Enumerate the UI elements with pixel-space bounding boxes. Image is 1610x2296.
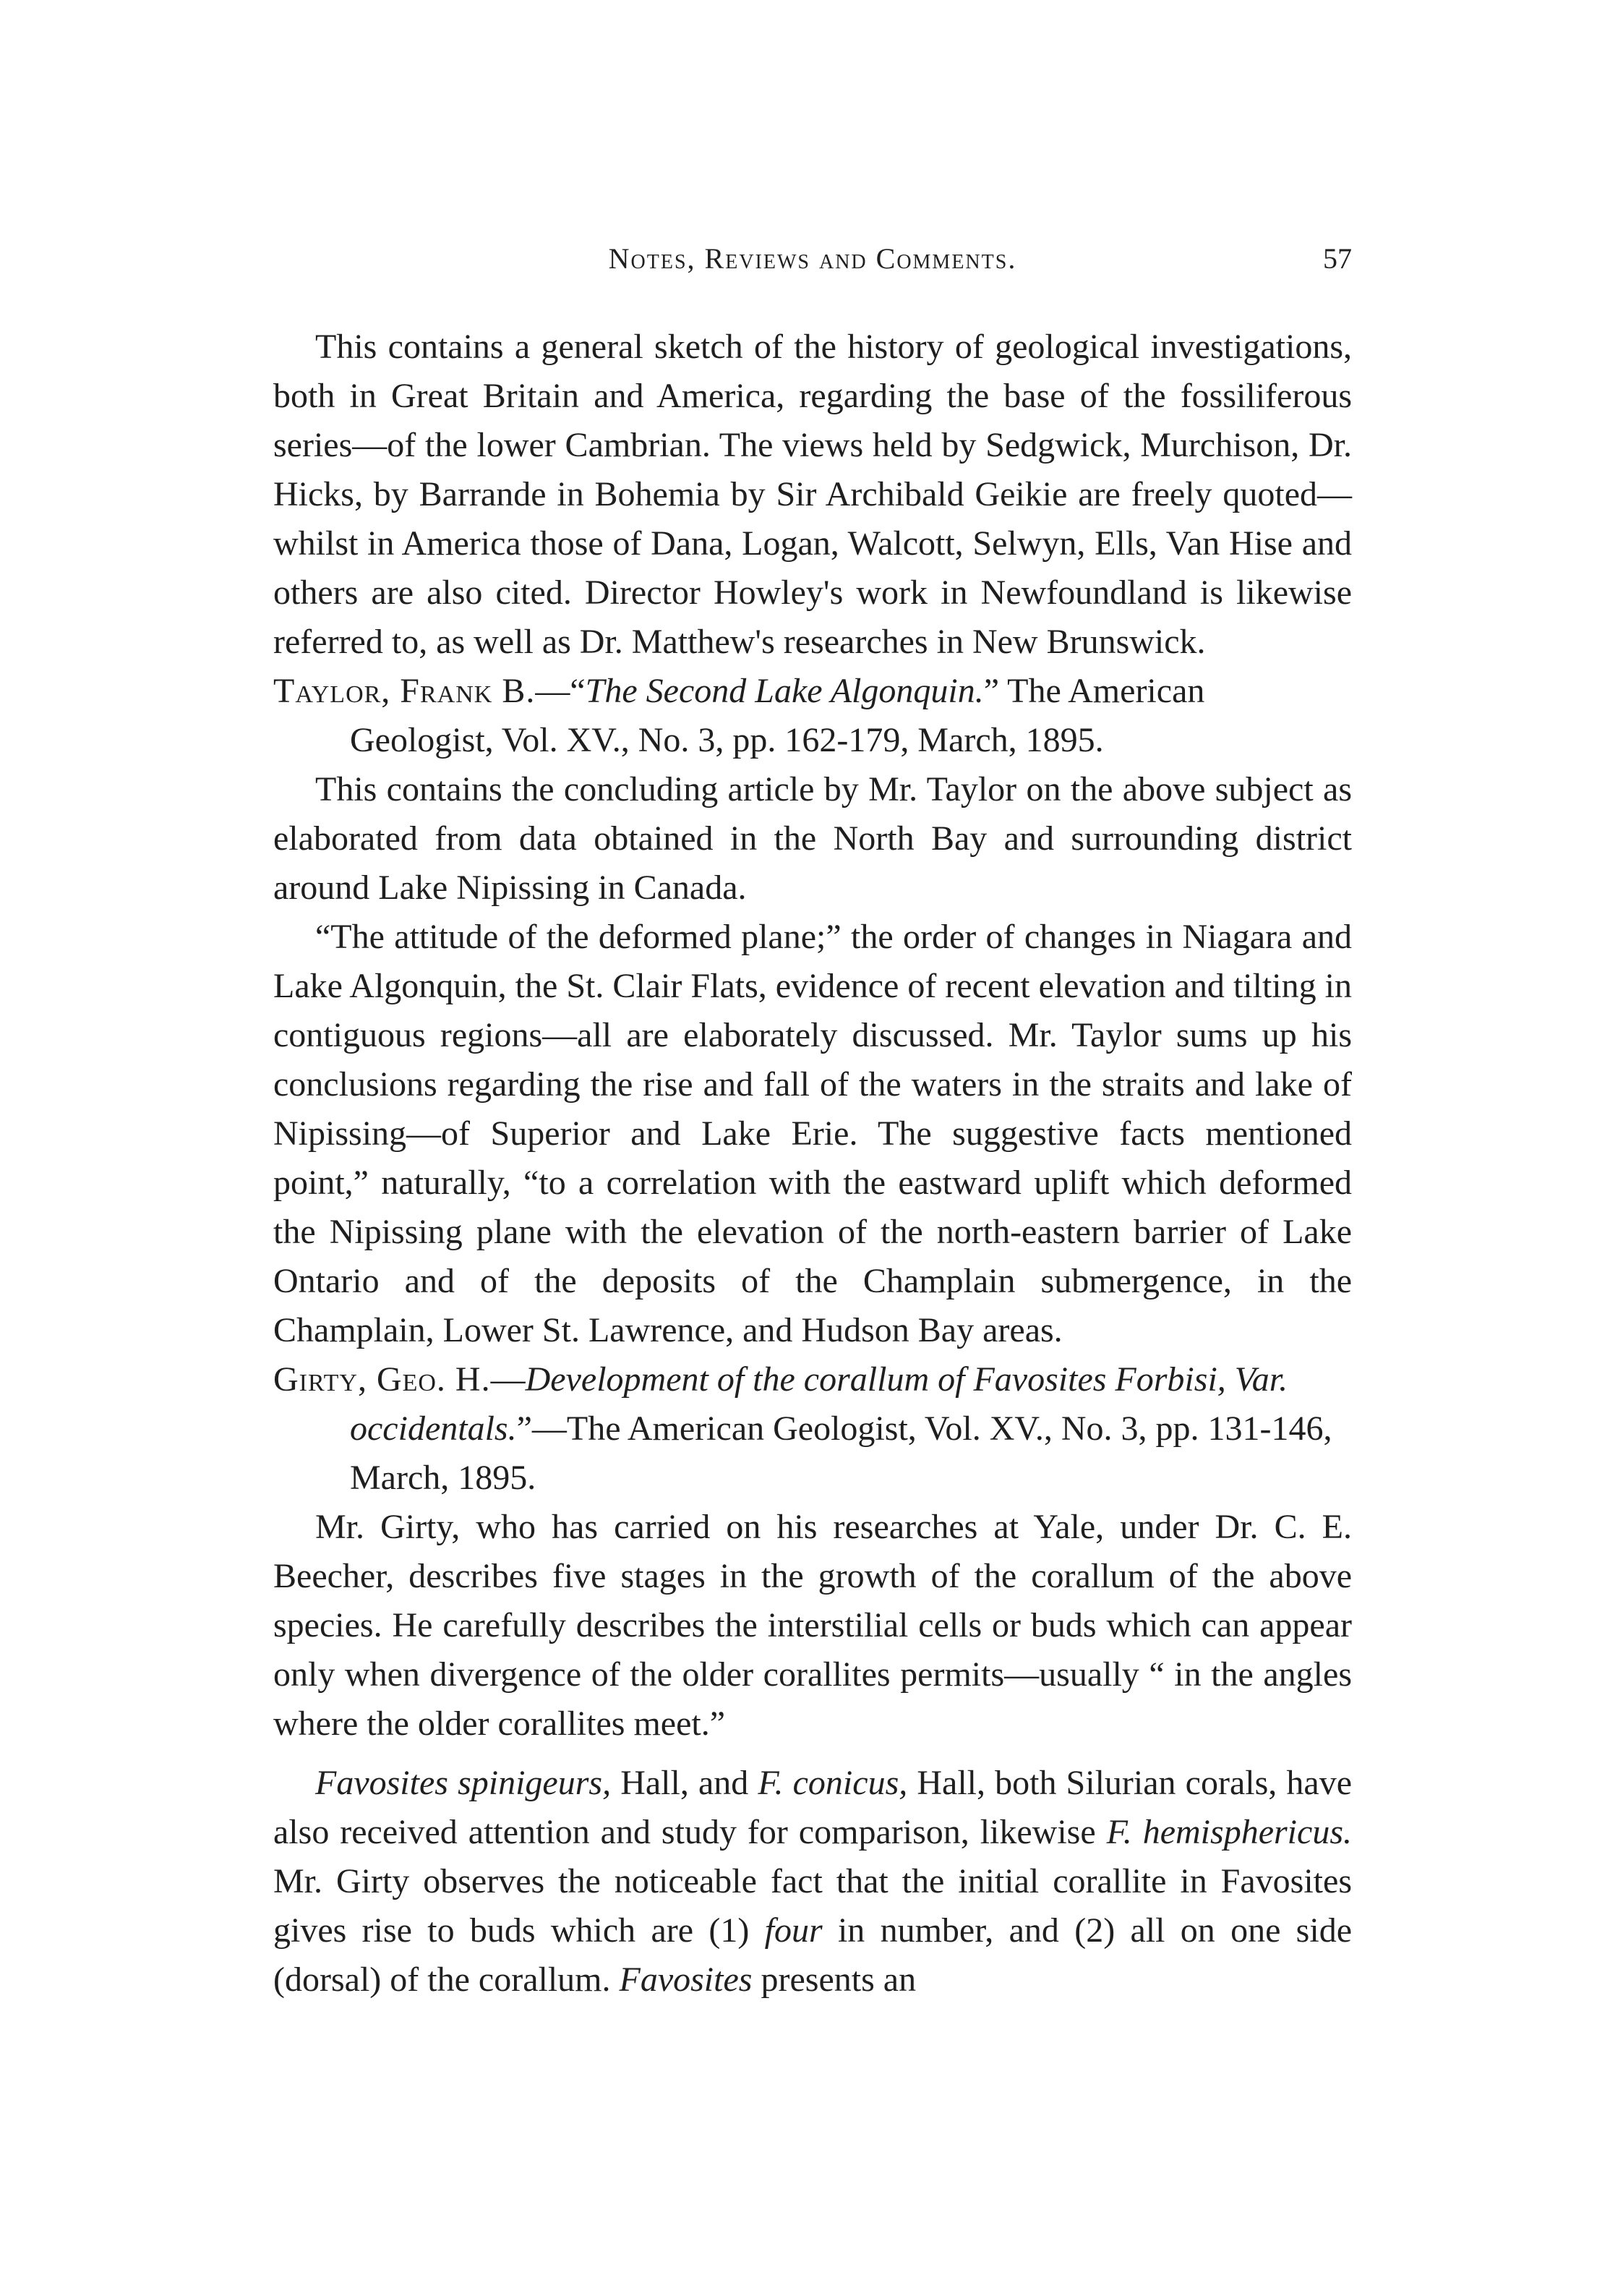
species-name: Favosites [619,1960,753,1999]
reference-title: The Second Lake Algonquin. [585,672,984,710]
paragraph-cambrian-review: This contains a general sketch of the history of geological investigations, both in Great Britain and America, regarding the base of the fossiliferous series—of the lower Cambrian. The views held by Sedgwick, Murchison, Dr. Hicks, by Barrande in Bohemia by Sir Archibald Geikie are freely quoted—whilst in America those of Dana, Logan, Walcott, Selwyn, Ells, Van Hise and others are also cited. Director Howley's work in Newfoundland is likewise referred to, as well as Dr. Matthew's researches in New Brunswick. [273,328,1352,661]
paragraph-taylor-summary: This contains the concluding article by Mr. Taylor on the above subject as elaborated from data obtained in the North Bay and surrounding district around Lake Nipissing in Canada. [273,770,1352,907]
reference-taylor [273,667,1352,765]
reference-girty [273,1355,1352,1503]
reference-separator: — [490,1360,526,1399]
paragraph-favosites [273,1759,1352,2005]
text-run: Mr. Girty observes the noticeable fact that the initial corallite in Favosites gives rise to buds which are (1) [273,1862,1352,1950]
page-header [273,242,1352,285]
page-number: 57 [1323,242,1352,275]
paragraph-girty-summary: Mr. Girty, who has carried on his researches at Yale, under Dr. C. E. Beecher, describes five stages in the growth of the corallum of the above species. He carefully describes the interstilial cells or buds which can appear only when divergence of the older corallites permits—usually “ in the angles where the older corallites meet.” [273,1508,1352,1743]
text-run: in number, and (2) all on one side (dorsal) of the corallum. [273,1911,1352,1999]
reference-title: Development of the corallum of Favosites Forbisi, Var. occidentals. [350,1360,1288,1448]
reference-citation: ” The American Geologist, Vol. XV., No. 3, pp. 162-179, March, 1895. [350,672,1205,759]
text-run: Hall, and [611,1764,758,1802]
running-head: Notes, Reviews and Comments. [608,242,1017,275]
text-run: presents an [752,1960,917,1999]
text-run: Hall, both Silurian corals, have also received attention and study for comparison, likewise [273,1764,1352,1851]
reference-author: Taylor, Frank B. [273,672,536,710]
species-name: Favosites spinigeurs, [315,1764,612,1802]
reference-separator: —“ [535,672,586,710]
emphasis: four [764,1911,823,1950]
page-body [273,323,1352,2005]
reference-citation: ”—The American Geologist, Vol. XV., No. 3, pp. 131-146, March, 1895. [350,1409,1332,1497]
species-name: F. hemisphericus. [1106,1813,1352,1851]
species-name: F. conicus, [758,1764,908,1802]
reference-author: Girty, Geo. H. [273,1360,491,1399]
paragraph-taylor-details: “The attitude of the deformed plane;” the order of changes in Niagara and Lake Algonquin, the St. Clair Flats, evidence of recent elevation and tilting in contiguous regions—all are elaborately discussed. Mr. Taylor sums up his conclusions regarding the rise and fall of the waters in the straits and lake of Nipissing—of Superior and Lake Erie. The suggestive facts mentioned point,” naturally, “to a correlation with the eastward uplift which deformed the Nipissing plane with the elevation of the north-eastern barrier of Lake Ontario and of the deposits of the Champlain submergence, in the Champlain, Lower St. Lawrence, and Hudson Bay areas. [273,918,1352,1349]
